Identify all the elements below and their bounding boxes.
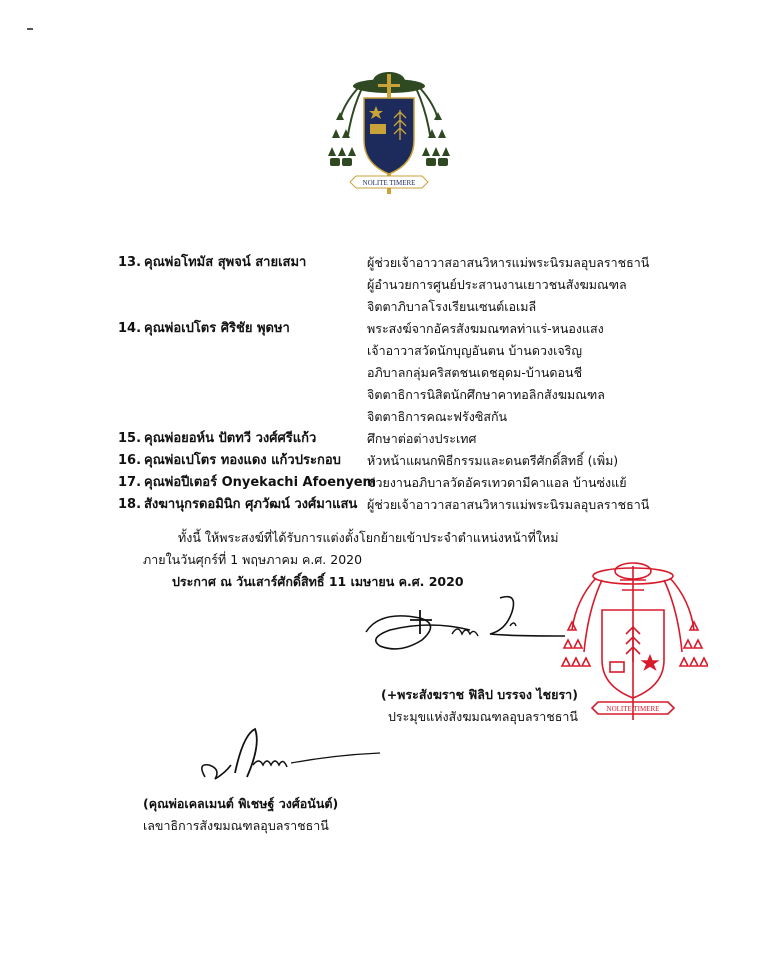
assignment-entry: [118, 252, 718, 318]
entry-number: 17.: [118, 475, 142, 490]
bishop-signature: [360, 590, 570, 670]
proclamation-date: ประกาศ ณ วันเสาร์ศักดิ์สิทธิ์ 11 เมษายน ค.ศ. 2020: [172, 574, 464, 589]
role-line: ผู้ช่วยเจ้าอาวาสอาสนวิหารแม่พระนิรมลอุบลราชธานี: [367, 255, 650, 270]
priest-name: [118, 472, 377, 494]
entry-number: 18.: [118, 497, 142, 512]
role-list: [367, 450, 718, 472]
closing-line-2: ภายในวันศุกร์ที่ 1 พฤษภาคม ค.ศ. 2020: [143, 552, 363, 567]
priest-name-text: คุณพ่อเปโตร ทองแดง แก้วประกอบ: [144, 453, 341, 468]
entry-number: 15.: [118, 431, 142, 446]
priest-name: [118, 494, 363, 516]
role-line: ผู้ช่วยเจ้าอาวาสอาสนวิหารแม่พระนิรมลอุบลราชธานี: [367, 497, 650, 512]
role-list: [367, 252, 718, 318]
bishop-signature-block: [381, 684, 578, 728]
role-line: หัวหน้าแผนกพิธีกรรมและดนตรีศักดิ์สิทธิ์ (เพิ่ม): [367, 453, 619, 468]
priest-name: [118, 252, 363, 274]
assignment-entry: [118, 450, 718, 472]
closing-line-1: ทั้งนี้ ให้พระสงฆ์ที่ได้รับการแต่งตั้งโยกย้ายเข้าประจำตำแหน่งหน้าที่ใหม่: [178, 530, 559, 545]
assignment-list: [118, 252, 718, 516]
priest-name-text: คุณพ่อโทมัส สุพจน์ สายเสมา: [144, 255, 307, 270]
role-list: [367, 318, 718, 428]
role-list: [367, 428, 718, 450]
secretary-title: เลขาธิการสังฆมณฑลอุบลราชธานี: [143, 818, 329, 833]
role-line: เจ้าอาวาสวัดนักบุญอันตน บ้านดวงเจริญ: [367, 343, 583, 358]
role-list: [367, 472, 718, 494]
seal-motto-text: NOLITE TIMERE: [606, 705, 660, 713]
secretary-signature-block: [143, 793, 338, 837]
assignment-entry: [118, 472, 718, 494]
assignment-entry: [118, 494, 718, 516]
role-line: พระสงฆ์จากอัครสังฆมณฑลท่าแร่-หนองแสง: [367, 321, 604, 336]
role-list: [367, 494, 718, 516]
priest-name-text: สังฆานุกรดอมินิก ศุภวัฒน์ วงศ์มาแสน: [144, 497, 358, 512]
role-line: ศึกษาต่อต่างประเทศ: [367, 431, 477, 446]
priest-name-text: คุณพ่อปีเตอร์ Onyekachi Afoenyem: [144, 475, 377, 490]
coat-of-arms-emblem: [318, 60, 460, 202]
role-line: ช่วยงานอภิบาลวัดอัครเทวดามีคาแอล บ้านซ่งแย้: [367, 475, 627, 490]
priest-name: [118, 428, 363, 450]
role-line: จิตตาธิการคณะฟรังซิสกัน: [367, 409, 508, 424]
role-line: จิตตาภิบาลโรงเรียนเซนต์เอเมลี: [367, 299, 537, 314]
priest-name: [118, 450, 363, 472]
priest-name: [118, 318, 363, 340]
scan-mark: [27, 28, 33, 30]
priest-name-text: คุณพ่อยอห์น ปัตทวี วงศ์ศรีแก้ว: [144, 431, 317, 446]
bishop-title: ประมุขแห่งสังฆมณฑลอุบลราชธานี: [388, 709, 578, 724]
assignment-entry: [118, 428, 718, 450]
bishop-seal-stamp: [558, 560, 708, 728]
priest-name-text: คุณพ่อเปโตร ศิริชัย พุดษา: [144, 321, 290, 336]
role-line: อภิบาลกลุ่มคริสตชนเดชอุดม-บ้านดอนชี: [367, 365, 583, 380]
entry-number: 14.: [118, 321, 142, 336]
role-line: จิตตาธิการนิสิตนักศึกษาคาทอลิกสังฆมณฑล: [367, 387, 605, 402]
assignment-entry: [118, 318, 718, 428]
entry-number: 13.: [118, 255, 142, 270]
role-line: ผู้อำนวยการศูนย์ประสานงานเยาวชนสังฆมณฑล: [367, 277, 627, 292]
secretary-signature: [195, 725, 385, 795]
entry-number: 16.: [118, 453, 142, 468]
bishop-name: (+พระสังฆราช ฟิลิป บรรจง ไชยรา): [381, 687, 578, 702]
motto-text: NOLITE TIMERE: [362, 179, 416, 187]
secretary-name: (คุณพ่อเคลเมนต์ พิเชษฐ์ วงศ์อนันต์): [143, 796, 339, 811]
